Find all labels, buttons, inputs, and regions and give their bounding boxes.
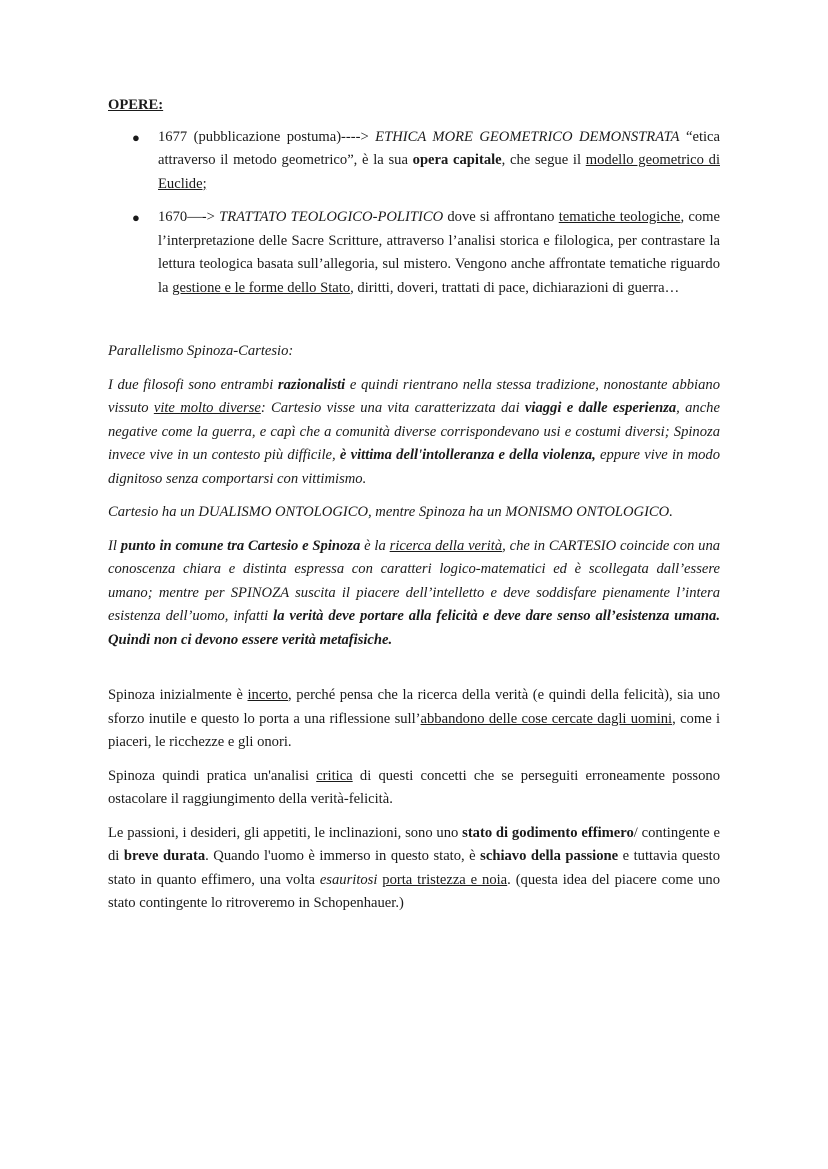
underline-run: incerto (247, 687, 289, 703)
bold-run: stato di godimento effimero (462, 824, 634, 841)
text-run: , che in CARTESIO coincide con una conoscenza chiara e distinta espressa con caratteri logico-matematici ed è scollegata dall’essere umano; mentre per SPINOZA suscita il piacere dell’intelletto e deve soddisfare pienamente l’intera esistenza dell’uomo, infatti (108, 537, 721, 624)
work-underline: modello geometrico di Euclide; (158, 152, 720, 192)
bold-run: la verità deve portare alla felicità e deve dare senso all’esistenza umana. Quindi non ci devono essere verità metafisiche. (108, 608, 720, 648)
paragraph-common-point (108, 535, 720, 653)
bold-run: schiavo della passione (480, 848, 619, 864)
underline-run: critica (316, 767, 353, 784)
work-text: , come l’interpretazione delle Sacre Scritture, attraverso l’analisi storica e filologica, per contrastare la lettura teologica basata sull’allegoria, sul mistero. Vengono anche affrontate tematiche riguardo la (158, 209, 720, 296)
text-run: : Cartesio visse una vita caratterizzata dai (260, 400, 520, 416)
bold-run: viaggi e dalle esperienza (524, 400, 677, 416)
work-title: TRATTATO TEOLOGICO-POLITICO (219, 209, 444, 225)
paragraph-critica (108, 765, 720, 812)
bullet-icon: ● (132, 129, 140, 145)
text-run: di questi concetti che se perseguiti erroneamente possono ostacolare il raggiungimento della verità-felicità. (108, 767, 720, 807)
text-run: è la (364, 537, 386, 554)
work-text: dove si affrontano (447, 209, 555, 225)
text-run: e tuttavia questo stato in quanto effimero, una volta (108, 848, 720, 888)
text-run: . Quando l'uomo è immerso in questo stato, è (205, 848, 476, 864)
paragraph-passions (108, 822, 720, 916)
work-underline: tematiche teologiche (558, 209, 681, 225)
works-list (108, 126, 720, 301)
paragraph-uncertain (108, 684, 720, 755)
text-run: Il (108, 537, 117, 554)
opere-heading: OPERE: (108, 97, 164, 113)
paragraph-dualism: Cartesio ha un DUALISMO ONTOLOGICO, mentre Spinoza ha un MONISMO ONTOLOGICO. (108, 504, 673, 520)
work-text: , che segue il (501, 152, 582, 168)
underline-run: ricerca della verità (389, 537, 503, 554)
text-run: . (questa idea del piacere come uno stato contingente lo ritroveremo in Schopenhauer.) (108, 871, 720, 911)
text-run: , anche negative come la guerra, e capì che a comunità diverse corrispondevano usi e costumi diversi; Spinoza invece vive in un contesto più difficile, (108, 400, 720, 463)
work-text: , diritti, doveri, trattati di pace, dichiarazioni di guerra… (350, 279, 680, 296)
work-bold: opera capitale (412, 152, 502, 168)
paragraph-parallelism (108, 374, 720, 492)
bold-run: è vittima dell'intolleranza e della violenza, (339, 447, 596, 463)
bullet-icon: ● (132, 210, 140, 225)
text-run: Le passioni, i desideri, gli appetiti, le inclinazioni, sono uno (108, 824, 459, 841)
italic-run: esauritosi (319, 871, 378, 888)
list-item (108, 126, 720, 197)
parallel-title: Parallelismo Spinoza-Cartesio: (108, 343, 294, 359)
underline-run: abbandono delle cose cercate dagli uomini, (420, 710, 676, 727)
bold-run: punto in comune tra Cartesio e Spinoza (120, 537, 361, 554)
underline-run: vite molto diverse (153, 400, 261, 416)
text-run: come i piaceri, le ricchezze e gli onori. (108, 710, 721, 750)
text-run: I due filosofi sono entrambi (108, 376, 274, 393)
work-year: 1670—-> (158, 209, 215, 225)
text-run: Spinoza inizialmente è (108, 687, 243, 703)
document-page (108, 94, 720, 926)
bold-run: breve durata (123, 848, 206, 864)
bold-run: razionalisti (277, 376, 346, 393)
text-run: , perché pensa che la ricerca della verità (e quindi della felicità), sia uno sforzo inutile e questo lo porta a una riflessione sull’ (108, 687, 721, 727)
work-text: “etica attraverso il metodo geometrico”, è la sua (158, 128, 721, 168)
text-run: Spinoza quindi pratica un'analisi (108, 767, 309, 784)
work-title: ETHICA MORE GEOMETRICO DEMONSTRATA (375, 128, 680, 145)
work-year: 1677 (pubblicazione postuma)----> (158, 128, 369, 145)
work-underline: gestione e le forme dello Stato (172, 279, 351, 296)
text-run: e quindi rientrano nella stessa tradizione, nonostante abbiano vissuto (108, 376, 720, 416)
list-item (108, 206, 720, 300)
underline-run: porta tristezza e noia (382, 871, 508, 888)
text-run: / contingente e di (108, 824, 720, 864)
text-run: eppure vive in modo dignitoso senza comportarsi con vittimismo. (108, 447, 720, 487)
